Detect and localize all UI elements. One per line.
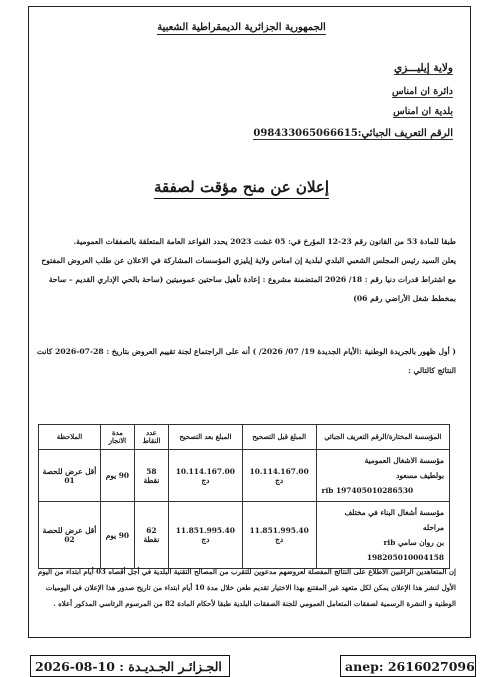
wilaya-label: ولاية إيليـــزي: [394, 62, 453, 74]
company-cell: مؤسسة الاشغال العمومية بولطيف مسعود rib 197405010286530: [316, 450, 449, 502]
republic-heading: الجمهورية الجزائرية الديمقراطية الشعبية: [157, 22, 326, 33]
table-header-row: [39, 425, 450, 450]
paragraph-law-reference: طبقا للمادة 53 من القانون رقم 23-12 المؤرخ في: 05 غشت 2023 يحدد القواعد العامة المتعلقة بالصفقات العمومية.: [73, 237, 456, 246]
header-amount-after: المبلغ بعد التصحيح: [168, 425, 242, 450]
commune-label: بلدية ان امناس: [393, 106, 453, 117]
amount-after-cell: 10.114.167.00 دج: [168, 450, 242, 502]
amount-before-cell: 11.851.995.40 دج: [242, 502, 316, 569]
daira-label: دائرة ان امناس: [391, 86, 453, 97]
amount-after-cell: 11.851.995.40 دج: [168, 502, 242, 569]
duration-cell: 90 يوم: [100, 450, 134, 502]
note-cell: أقل عرض للحصة 01: [39, 450, 101, 502]
header-amount-before: المبلغ قبل التصحيح: [242, 425, 316, 450]
amount-before-cell: 10.114.167.00 دج: [242, 450, 316, 502]
table-row: [39, 450, 450, 502]
header-duration: مدة الانجاز: [100, 425, 134, 450]
note-cell: أقل عرض للحصة 02: [39, 502, 101, 569]
header-points: عدد النقاط: [134, 425, 168, 450]
paragraph-announcement: يعلن السيد رئيس المجلس الشعبي البلدي لبلدية إن امناس ولاية إيليزي المؤسسات المشاركة في الاعلان عن طلب العروض المفتوح: [41, 256, 456, 265]
points-cell: 62 نقطة: [134, 502, 168, 569]
table-row: [39, 502, 450, 569]
tax-id-label: الرقم التعريف الجبائي:098433065066615: [253, 128, 453, 139]
header-note: الملاحظة: [39, 425, 101, 450]
announcement-title: إعلان عن منح مؤقت لصفقة: [0, 178, 483, 196]
anep-number-box: anep: 2616027096: [340, 655, 476, 677]
company-cell: مؤسسة أشغال البناء في مختلف مراحله بن روان سامي rib 198205010004158: [316, 502, 449, 569]
points-cell: 58 نقطة: [134, 450, 168, 502]
footer-notice: إن المتعاهدين الراغبين الاطلاع على النتائج المفصلة لعروضهم مدعوين للتقرب من المصالح التقنية البلدية في أجل أقصاه 03 أيام ابتداء من اليوم الأول لنشر هذا الإعلان يمكن لكل متعهد غير المقتنع بهذا الاختيار تقديم طعن خلال مدة 10 أيام ابتداء من تاريخ صدور هذا الإعلان في اليوميات الوطنية و النشرة الرسمية لصفقات المتعامل العمومي للجنة الصفقات البلدية طبقا لأحكام المادة 82 من المرسوم الرئاسي المذكور أعلاه .: [37, 567, 456, 608]
duration-cell: 90 يوم: [100, 502, 134, 569]
paragraph-results-intro: ( أول ظهور بالجريدة الوطنية :الأيام الجديدة 19/ 07/ 2026/ ) أنه على الراجتماع لجنة تقييم العروض بتاريخ : 28-07-2026 كانت النتائج كالتالي :: [36, 347, 456, 375]
header-company: المؤسسة المختارة/الرقم التعريف الجبائي: [316, 425, 449, 450]
results-table: [38, 424, 450, 569]
paragraph-project: مع اشتراط قدرات دنيا رقم : 18/ 2026 المتضمنة مشروع : إعادة تأهيل ساحتين عموميتين (ساحة بالحي الإداري القديم – ساحة بمخطط شغل الأراضي رقم 06): [48, 275, 456, 303]
publication-date-box: 2026-08-10 : الجـزائـر الجـديـدة: [30, 655, 230, 677]
